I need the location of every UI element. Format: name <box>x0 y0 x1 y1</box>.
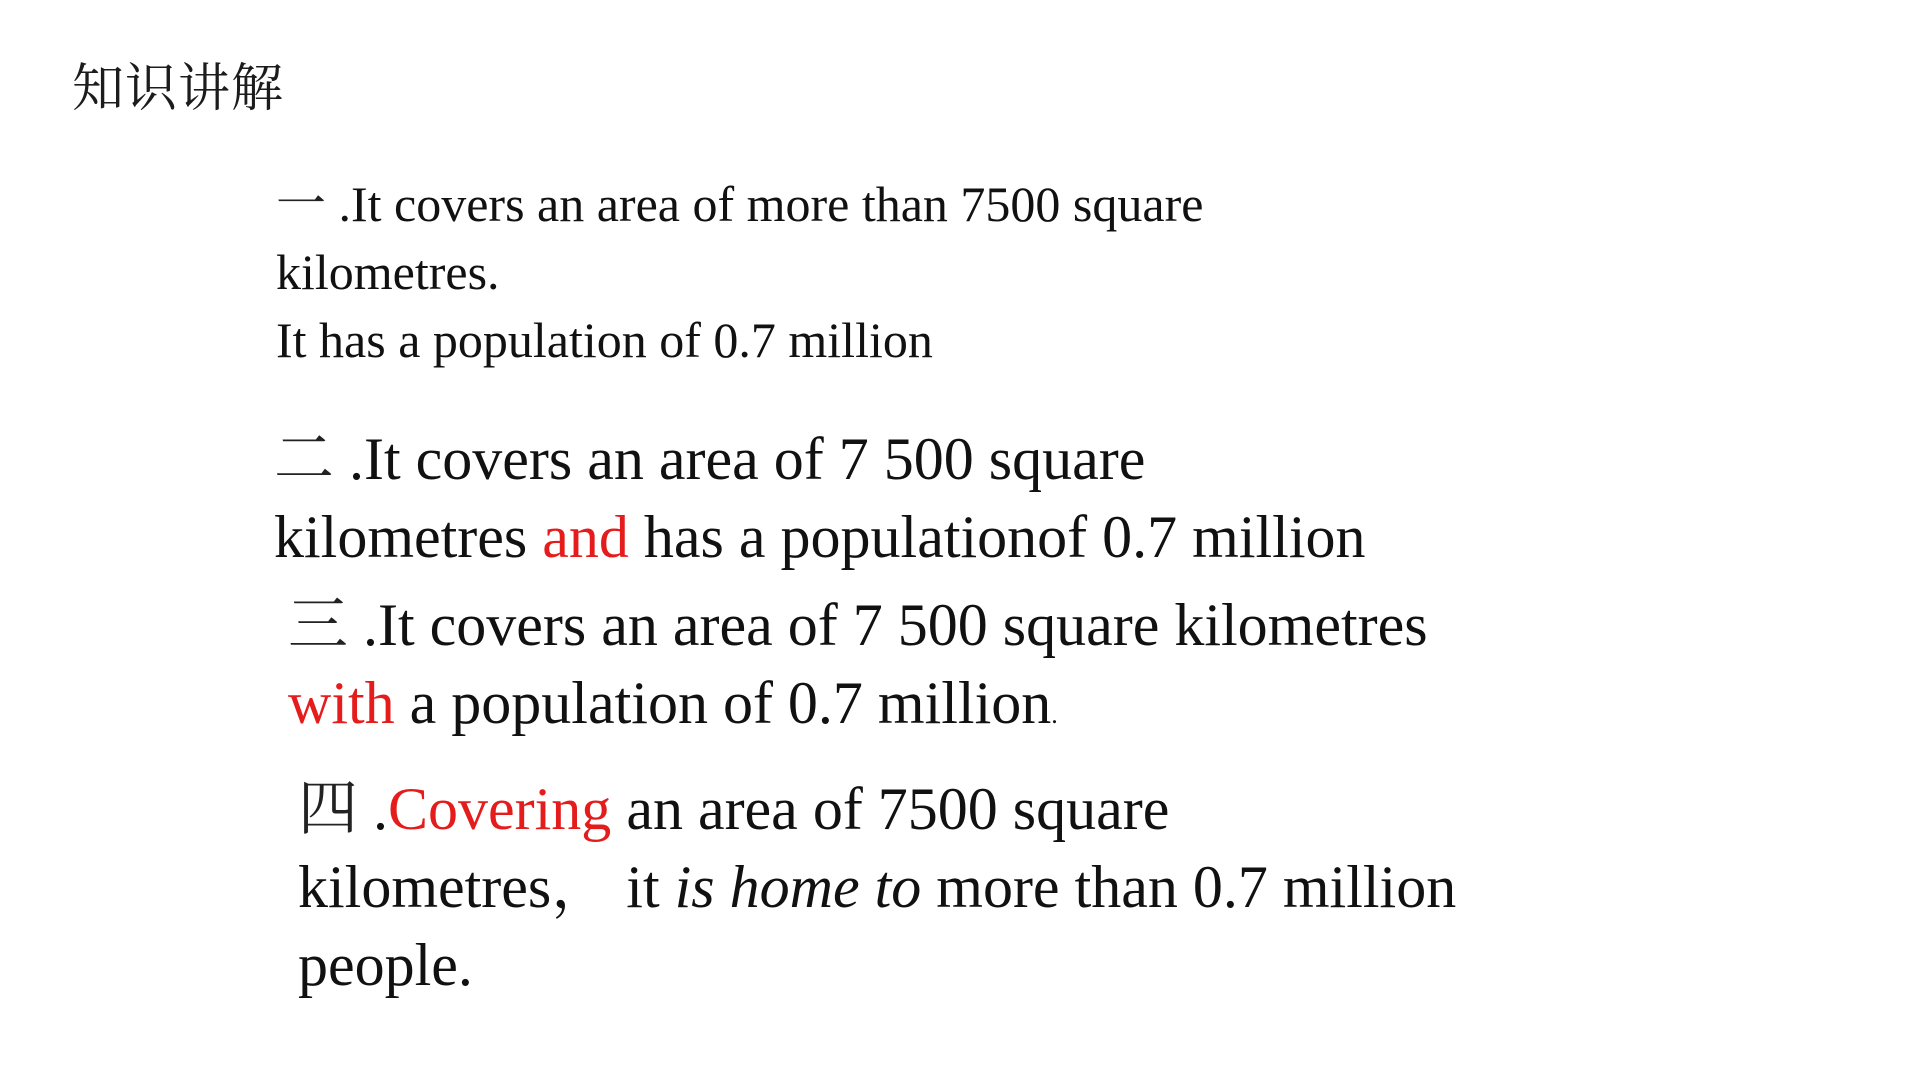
block1-marker: 一 <box>276 175 326 233</box>
block4-line-2-end: more than 0.7 million <box>921 854 1457 920</box>
block1-line-1-text: .It covers an area of more than 7500 square <box>338 176 1204 232</box>
block3-line-2 <box>288 664 1428 742</box>
block2-line-2-start: kilometres <box>274 504 543 570</box>
block2-highlight-word: and <box>542 504 629 570</box>
block1-line-2: kilometres. <box>276 244 500 300</box>
block4-highlight-word: Covering <box>388 776 612 842</box>
example-block-2 <box>274 420 1366 576</box>
block1-line-3: It has a population of 0.7 million <box>276 312 933 368</box>
block4-italic-phrase: is home to <box>674 854 922 920</box>
example-block-3 <box>288 586 1428 742</box>
block3-line-1 <box>288 586 1428 664</box>
block4-line-1 <box>298 770 1456 848</box>
block4-line-1-dot: . <box>373 776 388 842</box>
example-block-4 <box>298 770 1456 1004</box>
block4-line-2 <box>298 848 1456 926</box>
block3-marker: 三 <box>288 590 348 660</box>
block1-line-1 <box>276 170 1203 238</box>
block2-line-2-end: has a populationof 0.7 million <box>628 504 1366 570</box>
block2-line-1 <box>274 420 1366 498</box>
block3-period: . <box>1051 700 1058 729</box>
block3-line-2-end: a population of 0.7 million <box>394 670 1052 736</box>
example-block-1 <box>276 170 1203 374</box>
block3-line-1-text: .It covers an area of 7 500 square kilometres <box>363 592 1428 658</box>
block4-marker: 四 <box>298 774 358 844</box>
block2-line-1-text: .It covers an area of 7 500 square <box>349 426 1146 492</box>
block4-line-3: people. <box>298 932 473 998</box>
block2-marker: 二 <box>274 424 334 494</box>
slide-title: 知识讲解 <box>72 59 285 119</box>
block2-line-2 <box>274 498 1366 576</box>
block4-line-2-start: kilometres， it <box>298 854 675 920</box>
block3-highlight-word: with <box>288 670 395 736</box>
block4-line-1-end: an area of 7500 square <box>611 776 1170 842</box>
